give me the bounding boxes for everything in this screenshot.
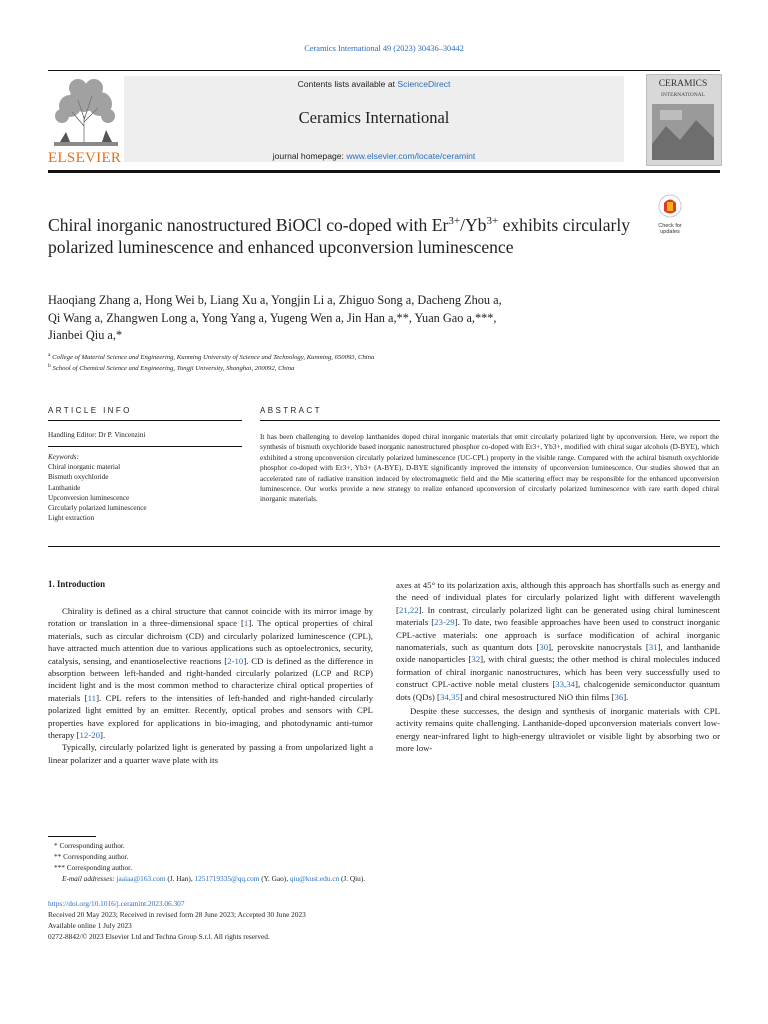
intro-paragraph-3: axes at 45° to its polarization axis, although this approach has shortfalls such as energy and the need of individual plates for circularly polarized light with different wavelength [21,22]. In contrast, circularly polarized light can be generated using chiral luminescent materials [23-29]. To date, two feasible approaches have been used to construct inorganic CPL-active materials: one approach is surface modification of achiral inorganic nanomaterials, such as quantum dots [30], perovskite nanocrystals [31], and lanthanide oxide nanoparticles [32], with chiral guests; the other method is chiral molecules induced formation of chiral inorganic nanostructures, which has been very successfully used to construct CPL-active noble metal clusters [33,34], chalcogenide semiconductor quantum dots (QDs) [34,35] and chiral mesostructured NiO thin films [36]. xyxy=(396,580,720,702)
homepage-prefix: journal homepage: xyxy=(272,151,347,161)
keyword-item: Light extraction xyxy=(48,514,95,523)
reference-link[interactable]: 33,34 xyxy=(555,679,576,690)
email-link[interactable]: jaaiaa@163.com xyxy=(116,874,166,883)
elsevier-wordmark: ELSEVIER xyxy=(48,150,122,166)
corresponding-author-3: *** Corresponding author. xyxy=(54,863,133,872)
header-bottom-rule xyxy=(48,170,720,173)
reference-link[interactable]: 36 xyxy=(614,691,624,702)
doi-link[interactable]: https://doi.org/10.1016/j.ceramint.2023.06.307 xyxy=(48,899,185,908)
publication-info xyxy=(48,898,720,942)
contents-prefix: Contents lists available at xyxy=(297,79,398,89)
reference-link[interactable]: 30 xyxy=(539,642,549,653)
email-link[interactable]: qiu@kust.edu.cn xyxy=(289,874,340,883)
reference-link[interactable]: 21,22 xyxy=(398,604,419,615)
article-title: Chiral inorganic nanostructured BiOCl co-doped with $Er^{3+}/Yb^{3+}$ exhibits circularly polarized luminescence and enhanced upconversion luminescence xyxy=(48,214,631,257)
keywords-label: Keywords: xyxy=(48,453,79,461)
contents-line xyxy=(124,79,624,89)
article-info-heading: ARTICLE INFO xyxy=(48,406,132,415)
reference-link[interactable]: 1 xyxy=(243,618,249,629)
reference-link[interactable]: 12-20 xyxy=(79,730,101,741)
homepage-link[interactable]: www.elsevier.com/locate/ceramint xyxy=(346,151,476,161)
keywords-rule xyxy=(48,446,242,447)
journal-name: Ceramics International xyxy=(298,108,450,127)
authors-line-2[interactable]: Qi Wang a, Zhangwen Long a, Yong Yang a, Yugeng Wen a, Jin Han a,**, Yuan Gao a,***, xyxy=(48,310,497,325)
keyword-item: Chiral inorganic material xyxy=(48,463,121,472)
homepage-line xyxy=(124,151,624,161)
elsevier-tree-logo xyxy=(48,76,124,150)
check-for-updates-button[interactable] xyxy=(648,194,692,235)
keyword-item: Bismuth oxychloride xyxy=(48,473,109,482)
footnotes xyxy=(54,840,714,884)
received-dates: Received 20 May 2023; Received in revised form 28 June 2023; Accepted 30 June 2023 xyxy=(48,910,306,919)
intro-paragraph-1: Chirality is defined as a chiral structure that cannot coincide with its mirror image by rotation or translation in a three-dimensional space [1]. The optical properties of chiral materials, such as circular dichroism (CD) and circularly polarized luminescence (CPL), have attracted much attention due to various applications such as optoelectronics, security, catalysis, sensing, and enantioselective reactions [2-10]. CD is defined as the difference in absorption between left-handed and right-handed circularly polarized (LCP and RCP) incident light and is the most common method to characterize chiral optical properties of materials [11]. CPL refers to the intensities of left-handed and right-handed circularly polarized light emitted by an emitter. Recently, optical probes and sensors with CPL properties have explored for applications in bio-imaging, and photodynamic anti-tumor therapy [12-20]. xyxy=(48,606,373,741)
keyword-item: Lanthanide xyxy=(48,483,81,492)
affiliation-b: $^b$ School of Chemical Science and Engineering, Tongji University, Shanghai, 200092, China xyxy=(48,363,295,373)
corresponding-author-2: ** Corresponding author. xyxy=(54,852,129,861)
intro-paragraph-2: Typically, circularly polarized light is generated by passing a from unpolarized light a linear polarizer and a quarter wave plate with its xyxy=(48,742,373,765)
reference-link[interactable]: 34,35 xyxy=(439,691,460,702)
keyword-item: Upconversion luminescence xyxy=(48,493,130,502)
email-addresses: E-mail addresses: jaaiaa@163.com (J. Han), 1251719335@qq.com (Y. Gao), qiu@kust.edu.cn (J. Qiu). xyxy=(62,874,366,883)
reference-link[interactable]: 31 xyxy=(648,642,658,653)
reference-link[interactable]: 2-10 xyxy=(227,655,244,666)
author-list xyxy=(48,292,608,345)
copyright-notice: 0272-8842/© 2023 Elsevier Ltd and Techna Group S.r.l. All rights reserved. xyxy=(48,932,270,941)
intro-paragraph-4: Despite these successes, the design and synthesis of inorganic materials with CPL activity remains quite challenging. Lanthanide-doped upconversion materials convert low-energy near-infrared light to high-energy ultraviolet or visible light by absorbing two or more low- xyxy=(396,706,720,754)
corresponding-author-1: * Corresponding author. xyxy=(54,841,125,850)
authors-line-1[interactable]: Haoqiang Zhang a, Hong Wei b, Liang Xu a, Yongjin Li a, Zhiguo Song a, Dacheng Zhou a, xyxy=(48,293,502,307)
intro-left-column xyxy=(48,605,373,766)
footnote-rule xyxy=(48,836,96,837)
email-link[interactable]: 1251719335@qq.com xyxy=(194,874,260,883)
check-updates-icon xyxy=(658,194,682,218)
reference-link[interactable]: 11 xyxy=(87,692,97,703)
keywords-block xyxy=(48,452,248,523)
journal-citation[interactable]: Ceramics International 49 (2023) 30436–30442 xyxy=(304,44,464,53)
check-updates-label: Check for updates xyxy=(658,223,682,235)
reference-link[interactable]: 32 xyxy=(471,654,481,665)
abstract-rule xyxy=(260,420,720,421)
abstract-bottom-rule xyxy=(48,546,720,547)
abstract-text: It has been challenging to develop lanthanides doped chiral inorganic materials that emit circularly polarized light by upconversion. Here, we report the synthesis of bismuth oxychloride based inorganic nanostructured phosphor co-doped with Er3+, Yb3+, modified with chiral sugar alcohols (D-BYE), which exhibited a strong upconversion circularly polarized luminescence (UC-CPL) property in the visible range. Compared with the achiral bismuth oxychloride phosphor co-doped with Er3+, Yb3+ (A-BYE), D-BYE significantly improved the intensity of upconversion luminescence. Our studies showed that an accelerated rate of radiative transition induced by electromagnetic field and the Mie scattering effect may be responsible for the enhanced upconversion luminescence. Our works provide a new strategy to realize enhanced upconversion of circularly polarized luminescence with rare earth doped chiral inorganic materials. xyxy=(260,432,719,504)
available-online: Available online 1 July 2023 xyxy=(48,921,132,930)
cover-subtitle: INTERNATIONAL xyxy=(661,92,705,98)
cover-title: CERAMICS xyxy=(658,79,708,89)
abstract-heading: ABSTRACT xyxy=(260,406,322,415)
sciencedirect-link[interactable]: ScienceDirect xyxy=(397,79,451,89)
authors-line-3[interactable]: Jianbei Qiu a,* xyxy=(48,328,123,342)
intro-right-column xyxy=(396,579,720,755)
article-info-rule xyxy=(48,420,242,421)
cover-image xyxy=(652,104,714,160)
affiliation-a: $^a$ College of Material Science and Engineering, Kunming University of Science and Technology, Kunming, 650093, China xyxy=(48,352,375,362)
header-top-rule xyxy=(48,70,720,71)
introduction-heading: 1. Introduction xyxy=(48,579,106,589)
keyword-item: Circularly polarized luminescence xyxy=(48,504,147,513)
reference-link[interactable]: 23-29 xyxy=(434,617,455,628)
handling-editor: Handling Editor: Dr P. Vincenzini xyxy=(48,431,146,439)
